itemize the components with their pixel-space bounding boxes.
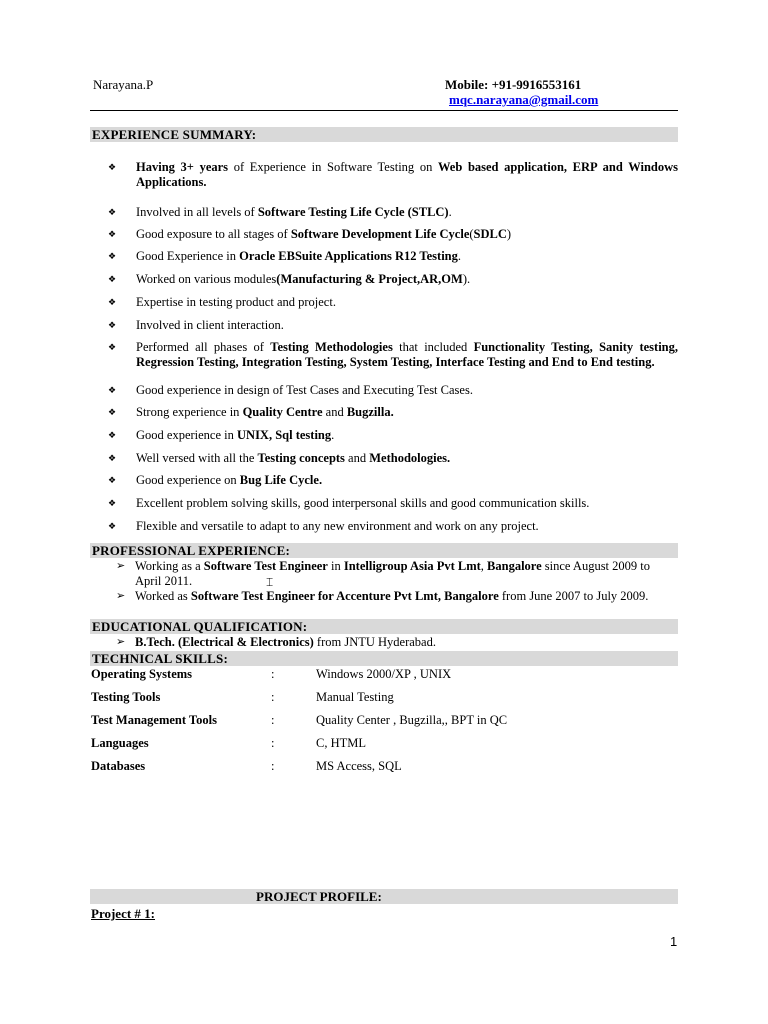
summary-item-text <box>136 473 678 488</box>
text-run: Strong experience in <box>136 405 243 419</box>
skill-separator: : <box>271 713 275 727</box>
summary-item-text <box>136 519 678 534</box>
text-run: Flexible and versatile to adapt to any new environment and work on any project. <box>136 519 539 533</box>
bold-text: Software Development Life Cycle <box>290 227 470 241</box>
summary-item-text <box>136 295 678 310</box>
summary-item-text <box>136 428 678 443</box>
diamond-bullet-icon: ❖ <box>108 453 117 463</box>
text-run: . <box>448 205 452 219</box>
diamond-bullet-icon: ❖ <box>108 162 117 172</box>
bold-text: Bugzilla. <box>346 405 394 419</box>
bold-text: Testing concepts <box>257 451 345 465</box>
summary-item-text <box>136 340 678 370</box>
skills-row <box>91 712 678 728</box>
text-run: Good exposure to all stages of <box>136 227 291 241</box>
professional-experience-heading: PROFESSIONAL EXPERIENCE: <box>90 543 678 558</box>
summary-item-text <box>136 496 678 511</box>
summary-item-text <box>136 160 678 190</box>
bold-text: Web based application, ERP and Windows Applications. <box>136 160 679 189</box>
diamond-bullet-icon: ❖ <box>108 430 117 440</box>
experience-text <box>135 559 678 589</box>
text-run: that included <box>392 340 474 354</box>
bold-text: Software Test Engineer for Accenture Pvt Lmt, Bangalore <box>190 589 499 603</box>
bold-text: Functionality Testing, Sanity testing, Regression Testing, Integration Testing, System Testing, Interface Testing and End to End testing. <box>136 340 678 369</box>
bold-text: Methodologies. <box>369 451 451 465</box>
text-run: Worked on various modules <box>136 272 277 286</box>
bold-text: Bangalore <box>487 559 542 573</box>
summary-item-text <box>136 405 678 420</box>
text-run: Working as a <box>135 559 204 573</box>
diamond-bullet-icon: ❖ <box>108 320 117 330</box>
bold-text: Quality Centre <box>242 405 323 419</box>
summary-item-text <box>136 249 678 264</box>
arrow-bullet-icon: ➢ <box>116 590 126 602</box>
skill-separator: : <box>271 736 275 750</box>
text-run: Expertise in testing product and project. <box>136 295 336 309</box>
bold-text: (Manufacturing & Project,AR,OM <box>276 272 463 286</box>
diamond-bullet-icon: ❖ <box>108 407 117 417</box>
skills-row <box>91 689 678 705</box>
text-run: Worked as <box>135 589 191 603</box>
skill-value: Manual Testing <box>316 690 394 704</box>
experience-summary-heading: EXPERIENCE SUMMARY: <box>90 127 678 142</box>
summary-item-text <box>136 227 678 242</box>
text-cursor-icon: ⌶ <box>266 575 274 589</box>
text-run: Well versed with all the <box>136 451 258 465</box>
arrow-bullet-icon: ➢ <box>116 636 126 648</box>
education-heading: EDUCATIONAL QUALIFICATION: <box>90 619 678 634</box>
skill-separator: : <box>271 667 275 681</box>
email-link[interactable]: mqc.narayana@gmail.com <box>449 92 599 107</box>
text-run: Performed all phases of <box>136 340 271 354</box>
bold-text: UNIX, Sql testing <box>237 428 332 442</box>
diamond-bullet-icon: ❖ <box>108 207 117 217</box>
bold-text: Having 3+ years <box>136 160 229 174</box>
text-run: Good Experience in <box>136 249 240 263</box>
text-run: and <box>344 451 370 465</box>
summary-item-text <box>136 205 678 220</box>
text-run: in <box>327 559 344 573</box>
skill-category: Languages <box>91 736 149 750</box>
diamond-bullet-icon: ❖ <box>108 521 117 531</box>
text-run: . <box>457 249 461 263</box>
text-run: , <box>480 559 488 573</box>
bold-text: SDLC <box>473 227 507 241</box>
text-run: Involved in client interaction. <box>136 318 284 332</box>
bold-text: Bug Life Cycle. <box>239 473 323 487</box>
project-profile-title: PROJECT PROFILE: <box>256 889 382 904</box>
diamond-bullet-icon: ❖ <box>108 475 117 485</box>
skill-separator: : <box>271 690 275 704</box>
text-run: Good experience in <box>136 428 238 442</box>
diamond-bullet-icon: ❖ <box>108 274 117 284</box>
skill-separator: : <box>271 759 275 773</box>
diamond-bullet-icon: ❖ <box>108 385 117 395</box>
candidate-name: Narayana.P <box>93 77 154 92</box>
technical-skills-heading: TECHNICAL SKILLS: <box>90 651 678 666</box>
text-run: and <box>322 405 347 419</box>
text-run: of Experience in Software Testing on <box>228 160 438 174</box>
page-number: 1 <box>670 934 678 949</box>
skill-value: C, HTML <box>316 736 366 750</box>
skill-category: Test Management Tools <box>91 713 217 727</box>
arrow-bullet-icon: ➢ <box>116 560 126 572</box>
bold-text: Intelligroup Asia Pvt Lmt <box>343 559 481 573</box>
skills-row <box>91 735 678 751</box>
text-run: from June 2007 to July 2009. <box>498 589 649 603</box>
bold-text: B.Tech. (Electrical & Electronics) <box>135 635 314 649</box>
bold-text: Software Testing Life Cycle (STLC) <box>257 205 449 219</box>
text-run: . <box>331 428 335 442</box>
bold-text: Software Test Engineer <box>203 559 328 573</box>
header-divider <box>90 110 678 111</box>
skill-value: Windows 2000/XP , UNIX <box>316 667 452 681</box>
project-profile-heading <box>90 889 678 904</box>
diamond-bullet-icon: ❖ <box>108 342 117 352</box>
text-run: Good experience on <box>136 473 240 487</box>
summary-item-text <box>136 318 678 333</box>
education-text <box>135 635 678 650</box>
mobile-number: Mobile: +91-9916553161 <box>445 77 582 92</box>
diamond-bullet-icon: ❖ <box>108 297 117 307</box>
diamond-bullet-icon: ❖ <box>108 498 117 508</box>
skill-value: MS Access, SQL <box>316 759 402 773</box>
summary-item-text <box>136 272 678 287</box>
skills-row <box>91 666 678 682</box>
skill-category: Databases <box>91 759 146 773</box>
text-run: since August 2009 to April 2011. <box>135 559 651 588</box>
skill-category: Operating Systems <box>91 667 193 681</box>
skill-value: Quality Center , Bugzilla,, BPT in QC <box>316 713 508 727</box>
diamond-bullet-icon: ❖ <box>108 229 117 239</box>
summary-item-text <box>136 383 678 398</box>
project-1-label: Project # 1: <box>91 906 156 921</box>
summary-item-text <box>136 451 678 466</box>
bold-text: Oracle EBSuite Applications R12 Testing <box>239 249 458 263</box>
experience-text <box>135 589 678 604</box>
text-run: ) <box>506 227 512 241</box>
text-run: Excellent problem solving skills, good interpersonal skills and good communication skills. <box>136 496 590 510</box>
skill-category: Testing Tools <box>91 690 161 704</box>
text-run: ( <box>469 227 474 241</box>
diamond-bullet-icon: ❖ <box>108 251 117 261</box>
text-run: Involved in all levels of <box>136 205 258 219</box>
text-run: ). <box>462 272 471 286</box>
bold-text: Testing Methodologies <box>270 340 393 354</box>
text-run: from JNTU Hyderabad. <box>313 635 436 649</box>
text-run: Good experience in design of Test Cases and Executing Test Cases. <box>136 383 473 397</box>
skills-row <box>91 758 678 774</box>
